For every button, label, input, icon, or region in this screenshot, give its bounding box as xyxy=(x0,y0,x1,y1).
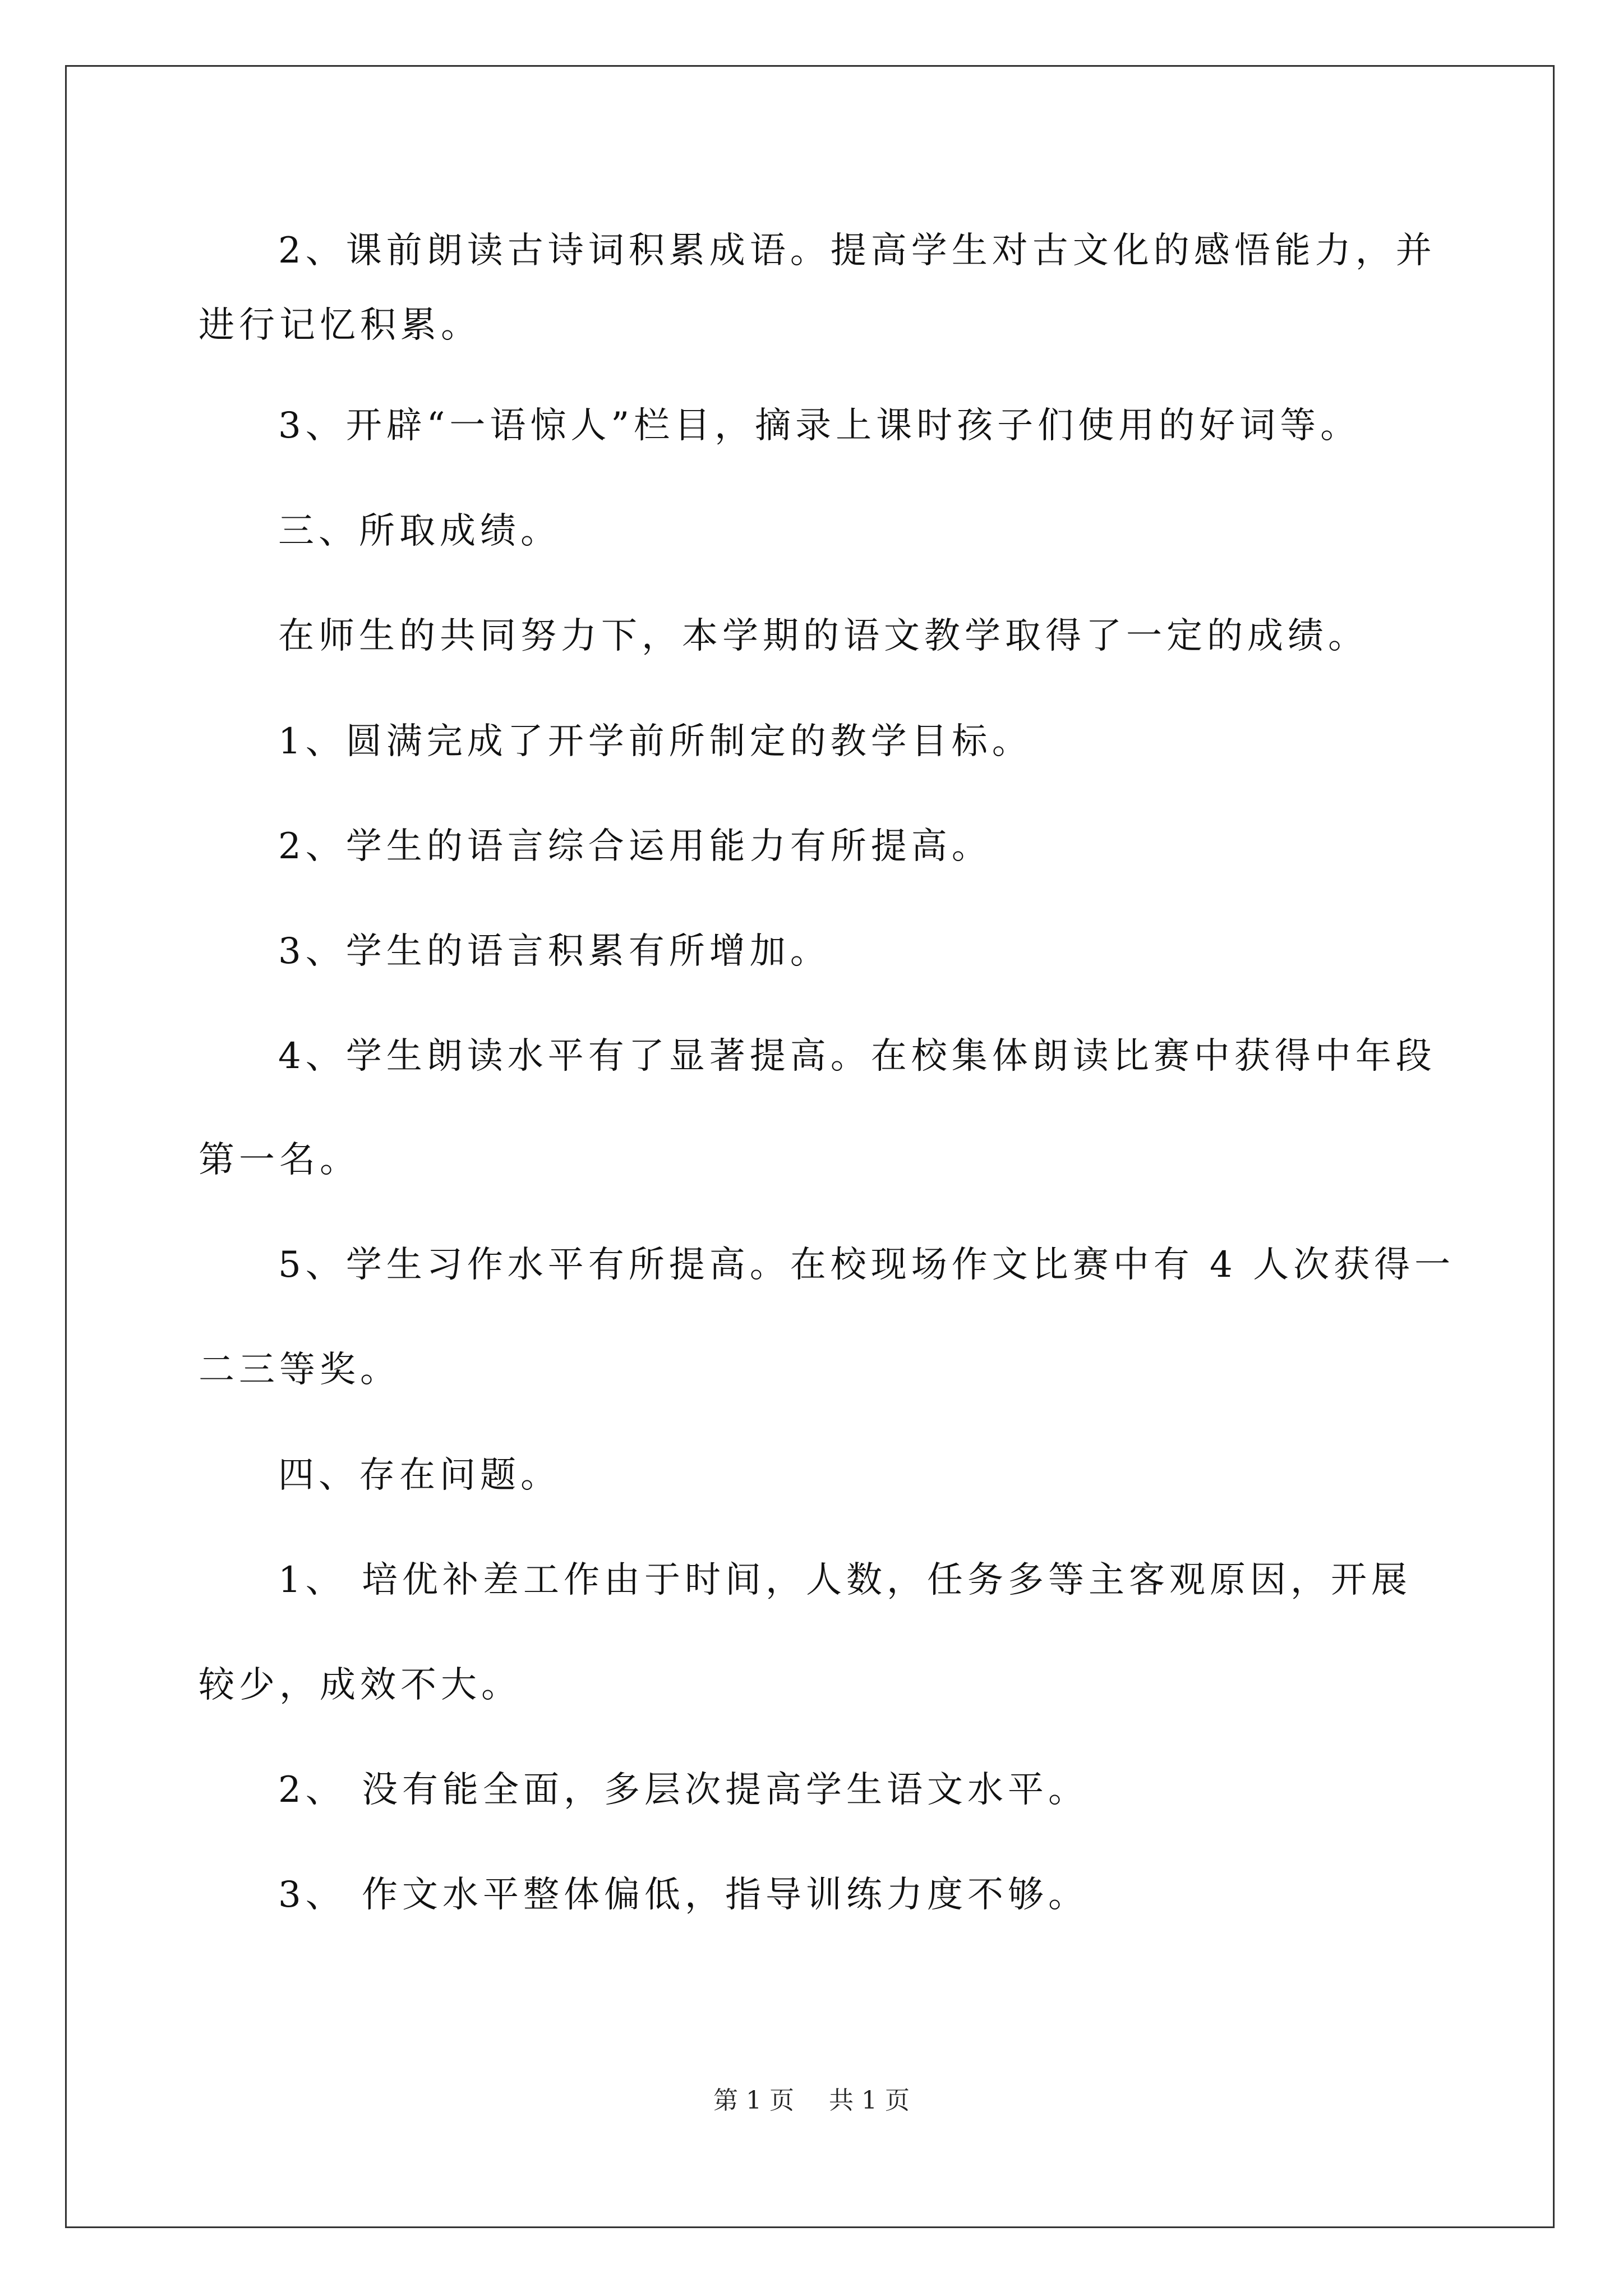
paragraph-results-intro: 在师生的共同努力下，本学期的语文教学取得了一定的成绩。 xyxy=(278,615,1368,657)
problems-item-2: 2、 没有能全面，多层次提高学生语文水平。 xyxy=(278,1769,1089,1811)
results-item-3: 3、学生的语言积累有所增加。 xyxy=(278,931,831,972)
results-item-5-line-1: 5、学生习作水平有所提高。在校现场作文比赛中有 4 人次获得一 xyxy=(278,1244,1455,1286)
problems-item-1-line-1: 1、 培优补差工作由于时间，人数，任务多等主客观原因，开展 xyxy=(278,1559,1412,1601)
results-item-4-line-2: 第一名。 xyxy=(199,1139,360,1181)
paragraph-1-line-2: 进行记忆积累。 xyxy=(199,305,481,346)
page-number-current: 第 1 页 xyxy=(713,2086,794,2115)
paragraph-1-line-1: 2、课前朗读古诗词积累成语。提高学生对古文化的感悟能力，并 xyxy=(278,230,1436,272)
results-item-2: 2、学生的语言综合运用能力有所提高。 xyxy=(278,826,992,867)
page-number-total: 共 1 页 xyxy=(829,2086,910,2115)
results-item-1: 1、圆满完成了开学前所制定的教学目标。 xyxy=(278,721,1032,762)
section-heading-problems: 四、存在问题。 xyxy=(278,1455,561,1496)
page-footer xyxy=(0,2084,1623,2118)
results-item-5-line-2: 二三等奖。 xyxy=(199,1349,400,1391)
paragraph-2: 3、开辟“一语惊人”栏目，摘录上课时孩子们使用的好词等。 xyxy=(278,405,1361,447)
results-item-4-line-1: 4、学生朗读水平有了显著提高。在校集体朗读比赛中获得中年段 xyxy=(278,1036,1436,1077)
section-heading-results: 三、所取成绩。 xyxy=(278,510,561,552)
problems-item-1-line-2: 较少，成效不大。 xyxy=(199,1664,522,1706)
problems-item-3: 3、 作文水平整体偏低，指导训练力度不够。 xyxy=(278,1874,1089,1916)
